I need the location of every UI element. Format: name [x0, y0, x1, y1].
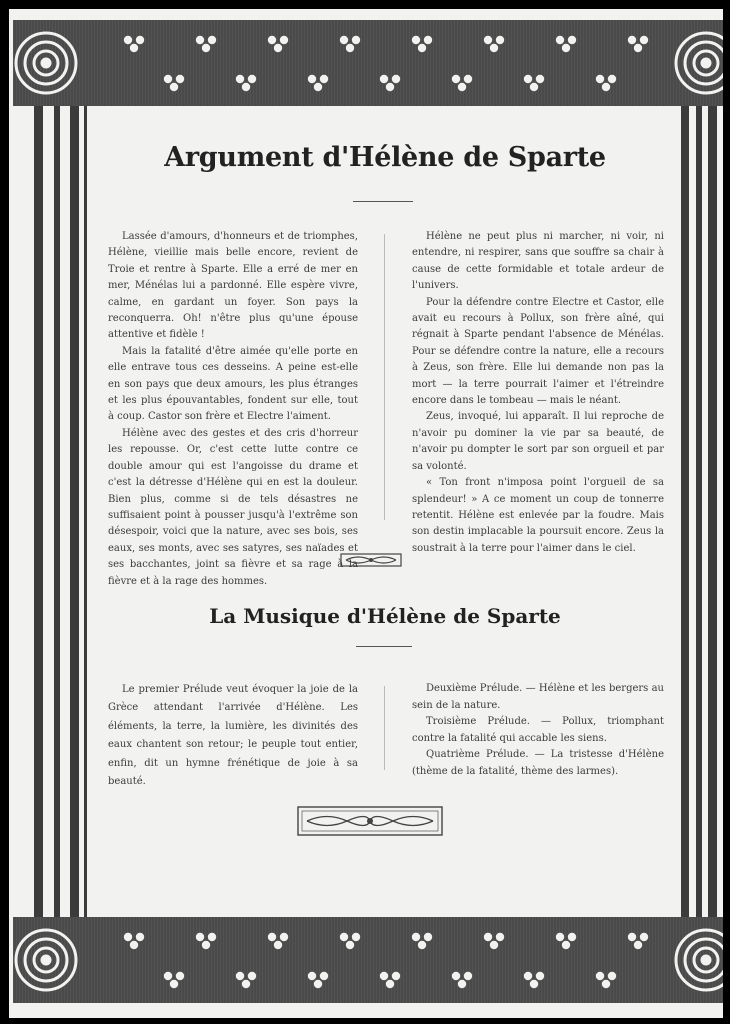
trefoil-dot	[496, 933, 504, 941]
trefoil-dot	[176, 75, 184, 83]
trefoil-dot	[346, 44, 354, 52]
paragraph: Mais la fatalité d'être aimée qu'elle porte en elle entrave tous ces desseins. A peine est-elle en son pays que deux amours, les plus étranges et les plus épouvantables, fondent sur elle, tout à coup. Castor son frère et Electre l'aiment.	[108, 345, 358, 423]
trefoil-dot	[308, 75, 316, 83]
trefoil-dot	[196, 36, 204, 44]
trefoil-dot	[242, 83, 250, 91]
trefoil-dot	[530, 83, 538, 91]
trefoil-dot	[176, 972, 184, 980]
trefoil-dot	[130, 44, 138, 52]
concentric-circle-ornament-left	[16, 33, 76, 93]
trefoil-dot	[608, 75, 616, 83]
trefoil-dot	[314, 83, 322, 91]
trefoil-dot	[602, 83, 610, 91]
trefoil-dot	[308, 972, 316, 980]
title-underline	[353, 201, 413, 202]
right-stripe-border	[678, 106, 722, 917]
trefoil-dot	[412, 933, 420, 941]
paragraph: Hélène avec des gestes et des cris d'horreur les repousse. Or, c'est cette lutte contre ce double amour qui est l'angoisse du drame et c'est la détresse d'Hélène qui en est la douleur. Bien plus, comme si de tels désastres ne suffisaient point à pousser jusqu'à l'extrême son désespoir, voici que la nature, avec ses bois, ses eaux, ses monts, avec ses satyres, ses naïades et ses bacchantes, joint sa fièvre et sa rage à la fièvre et à la rage des hommes.	[108, 427, 358, 587]
paragraph: Quatrième Prélude. — La tristesse d'Hélène (thème de la fatalité, thème des larmes).	[412, 749, 664, 777]
trefoil-dot	[196, 933, 204, 941]
trefoil-dot	[602, 980, 610, 988]
trefoil-dot-pattern	[124, 36, 648, 91]
trefoil-dot	[280, 36, 288, 44]
document-title: Argument d'Hélène de Sparte	[164, 142, 606, 173]
trefoil-dot	[568, 36, 576, 44]
bottom-ornamental-band	[13, 917, 723, 1003]
trefoil-dot	[164, 75, 172, 83]
trefoil-dot	[464, 972, 472, 980]
trefoil-dot	[340, 933, 348, 941]
trefoil-dot	[380, 972, 388, 980]
trefoil-dot	[202, 44, 210, 52]
trefoil-dot	[458, 980, 466, 988]
trefoil-dot	[496, 36, 504, 44]
paragraph: Le premier Prélude veut évoquer la joie de la Grèce attendant l'arrivée d'Hélène. Les éléments, la terre, la lumière, les divinités des eaux chantent son retour; le peuple tout entier, enfin, dit un hymne frénétique de joie à sa beauté.	[108, 684, 358, 788]
paragraph: Pour la défendre contre Electre et Castor, elle avait eu recours à Pollux, son frère aîné, qui régnait à Sparte pendant l'absence de Ménélas. Pour se défendre contre la nature, elle a recours à Zeus, son frère. Elle lui demande non pas la mort — la terre pourrait l'aimer et l'étreindre encore dans le tombeau — mais le néant.	[412, 296, 664, 407]
trefoil-dot	[352, 933, 360, 941]
trefoil-dot	[170, 980, 178, 988]
trefoil-dot	[274, 941, 282, 949]
trefoil-dot	[412, 36, 420, 44]
trefoil-dot	[536, 75, 544, 83]
trefoil-dot	[124, 933, 132, 941]
trefoil-dot	[562, 941, 570, 949]
trefoil-dot	[634, 941, 642, 949]
paragraph: Hélène ne peut plus ni marcher, ni voir, ni entendre, ni respirer, sans que souffre sa chair à cause de cette formidable et totale ardeur de l'univers.	[412, 231, 664, 292]
trefoil-dot	[640, 36, 648, 44]
music-column-right	[412, 681, 664, 781]
trefoil-dot	[562, 44, 570, 52]
trefoil-dot	[208, 933, 216, 941]
trefoil-dot	[608, 972, 616, 980]
trefoil-dot	[556, 36, 564, 44]
bottom-band-ornaments	[13, 917, 723, 1003]
leaf-vignette-small	[340, 552, 402, 568]
trefoil-dot	[170, 83, 178, 91]
top-ornamental-band	[13, 20, 723, 106]
trefoil-dot	[346, 941, 354, 949]
column-divider	[384, 686, 385, 770]
trefoil-dot	[464, 75, 472, 83]
trefoil-dot	[236, 972, 244, 980]
concentric-circle-ornament-left	[16, 930, 76, 990]
trefoil-dot	[424, 933, 432, 941]
trefoil-dot	[320, 75, 328, 83]
trefoil-dot-pattern	[124, 933, 648, 988]
paragraph: Deuxième Prélude. — Hélène et les bergers au sein de la nature.	[412, 683, 664, 711]
trefoil-dot	[386, 83, 394, 91]
trefoil-dot	[596, 972, 604, 980]
trefoil-dot	[530, 980, 538, 988]
music-title-underline	[356, 646, 412, 647]
trefoil-dot	[458, 83, 466, 91]
trefoil-dot	[268, 933, 276, 941]
concentric-circle-ornament-right	[676, 930, 723, 990]
leaf-vignette-large	[297, 806, 443, 836]
trefoil-dot	[490, 44, 498, 52]
paragraph: Lassée d'amours, d'honneurs et de triomphes, Hélène, vieillie mais belle encore, revient de Troie et rentre à Sparte. Elle a erré de mer en mer, Ménélas lui a pardonné. Elle espère vivre, calme, en gardant un foyer. Son pays la reconquerra. Oh! n'être plus qu'une épouse attentive et fidèle !	[108, 231, 358, 341]
trefoil-dot	[424, 36, 432, 44]
trefoil-dot	[392, 75, 400, 83]
trefoil-dot	[352, 36, 360, 44]
trefoil-dot	[130, 941, 138, 949]
trefoil-dot	[536, 972, 544, 980]
music-section-title: La Musique d'Hélène de Sparte	[209, 604, 561, 628]
trefoil-dot	[314, 980, 322, 988]
trefoil-dot	[418, 941, 426, 949]
trefoil-dot	[208, 36, 216, 44]
trefoil-dot	[124, 36, 132, 44]
trefoil-dot	[248, 972, 256, 980]
trefoil-dot	[568, 933, 576, 941]
music-column-left	[108, 681, 358, 791]
trefoil-dot	[280, 933, 288, 941]
trefoil-dot	[418, 44, 426, 52]
paragraph: « Ton front n'imposa point l'orgueil de sa splendeur! » A ce moment un coup de tonnerre retentit. Hélène est enlevée par la foudre. Mais son destin implacable la poursuit encore. Zeus la soustrait à la terre pour l'aimer dans le ciel.	[412, 477, 664, 554]
trefoil-dot	[524, 75, 532, 83]
trefoil-dot	[484, 933, 492, 941]
argument-column-left	[108, 229, 358, 590]
trefoil-dot	[628, 933, 636, 941]
trefoil-dot	[340, 36, 348, 44]
trefoil-dot	[136, 933, 144, 941]
trefoil-dot	[274, 44, 282, 52]
trefoil-dot	[596, 75, 604, 83]
argument-column-right	[412, 229, 664, 557]
paragraph: Zeus, invoqué, lui apparaît. Il lui reproche de n'avoir pu dominer la vie par sa beauté, de n'avoir pu dompter le sort par son orgueil et par sa volonté.	[412, 411, 664, 472]
trefoil-dot	[392, 972, 400, 980]
trefoil-dot	[386, 980, 394, 988]
trefoil-dot	[524, 972, 532, 980]
trefoil-dot	[380, 75, 388, 83]
concentric-circle-ornament-right	[676, 33, 723, 93]
trefoil-dot	[556, 933, 564, 941]
trefoil-dot	[320, 972, 328, 980]
trefoil-dot	[634, 44, 642, 52]
trefoil-dot	[452, 75, 460, 83]
top-band-ornaments	[13, 20, 723, 106]
trefoil-dot	[490, 941, 498, 949]
trefoil-dot	[640, 933, 648, 941]
trefoil-dot	[484, 36, 492, 44]
trefoil-dot	[452, 972, 460, 980]
trefoil-dot	[236, 75, 244, 83]
trefoil-dot	[242, 980, 250, 988]
trefoil-dot	[628, 36, 636, 44]
trefoil-dot	[136, 36, 144, 44]
trefoil-dot	[202, 941, 210, 949]
left-stripe-border	[22, 106, 92, 917]
paragraph: Troisième Prélude. — Pollux, triomphant contre la fatalité qui accable les siens.	[412, 716, 664, 744]
trefoil-dot	[248, 75, 256, 83]
trefoil-dot	[268, 36, 276, 44]
trefoil-dot	[164, 972, 172, 980]
column-divider	[384, 234, 385, 520]
